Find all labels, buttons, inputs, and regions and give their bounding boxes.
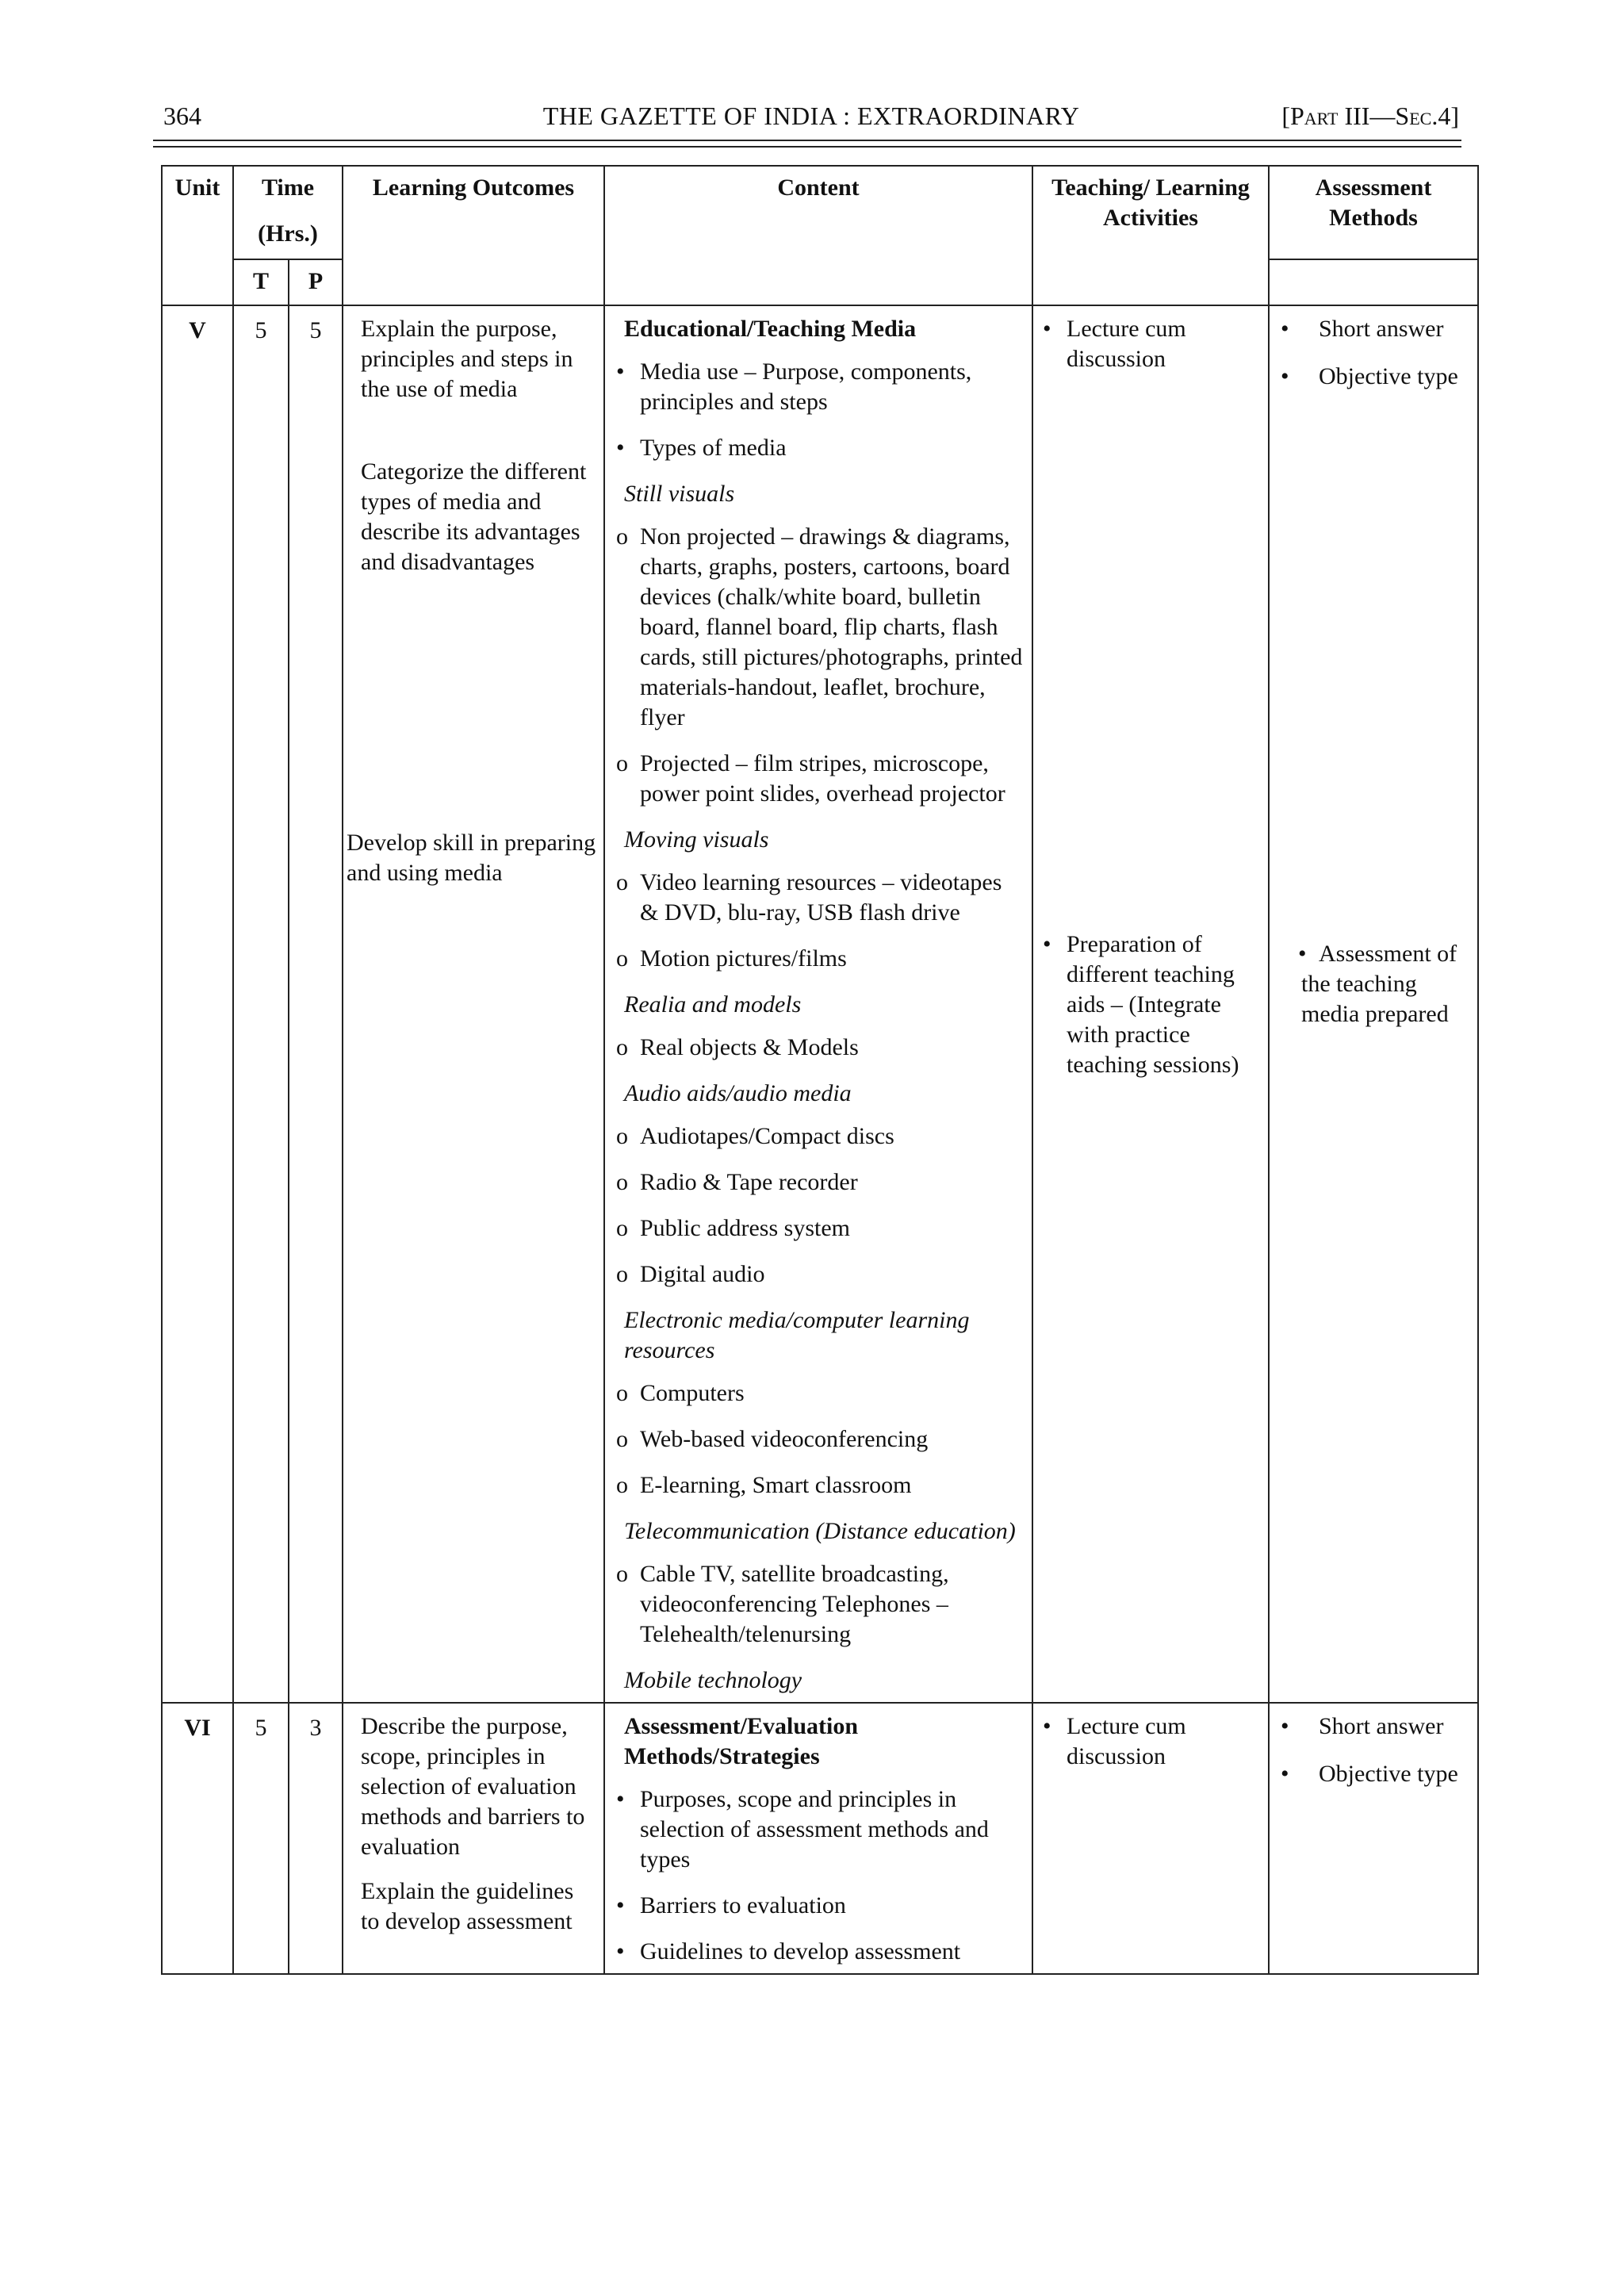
outcome-item: Categorize the different types of media and describe its advantages and disadvantages [361, 458, 587, 575]
learning-outcomes-cell [343, 305, 604, 1703]
content-subitem: o Cable TV, satellite broadcasting, videoconferencing Telephones – Telehealth/telenursing [613, 1559, 1024, 1650]
theory-hours: 5 [233, 305, 289, 1703]
page-header [163, 97, 1459, 136]
content-heading: Educational/Teaching Media [624, 316, 917, 342]
syllabus-table [161, 165, 1479, 1975]
unit-number: VI [162, 1703, 233, 1974]
outcome-item: Explain the guidelines to develop assessment [361, 1878, 574, 1934]
content-subheading: Still visuals [624, 481, 735, 507]
content-cell [604, 1703, 1032, 1974]
content-subheading: Electronic media/computer learning resources [624, 1307, 970, 1363]
content-subitem: o Digital audio [613, 1259, 1024, 1290]
unit-number: V [162, 305, 233, 1703]
assessment-item: • Objective type [1274, 1759, 1473, 1789]
col-content: Content [604, 166, 1032, 305]
content-subitem: o Video learning resources – videotapes & DVD, blu-ray, USB flash drive [613, 868, 1024, 928]
assessment-item: • Objective type [1274, 362, 1473, 392]
part-section: [Part III—Sec.4] [1281, 102, 1459, 130]
outcome-item: Develop skill in preparing and using media [347, 830, 596, 886]
page-number: 364 [163, 102, 201, 130]
content-subitem: o Audiotapes/Compact discs [613, 1121, 1024, 1152]
assessment-item: • Assessment of the teaching media prepared [1274, 939, 1473, 1029]
activity-item: • Preparation of different teaching aids – (Integrate with practice teaching sessions) [1040, 930, 1262, 1080]
content-subitem: o Computers [613, 1378, 1024, 1409]
content-subitem: o Projected – film stripes, microscope, power point slides, overhead projector [613, 749, 1024, 809]
content-subitem: o E-learning, Smart classroom [613, 1470, 1024, 1501]
outcome-item: Describe the purpose, scope, principles in selection of evaluation methods and barriers to evaluation [361, 1713, 585, 1860]
practical-hours: 5 [289, 305, 343, 1703]
col-t: T [233, 259, 289, 305]
col-p: P [289, 259, 343, 305]
col-time [233, 166, 343, 259]
content-subheading: Realia and models [624, 991, 802, 1018]
col-time-hrs: (Hrs.) [258, 220, 318, 247]
content-bullet: • Purposes, scope and principles in selection of assessment methods and types [613, 1784, 1024, 1875]
header-row [162, 166, 1478, 259]
content-cell [604, 305, 1032, 1703]
col-activities: Teaching/ Learning Activities [1032, 166, 1269, 305]
activity-item: • Lecture cum discussion [1040, 1711, 1262, 1772]
activities-cell [1032, 1703, 1269, 1974]
table-row-unit-v [162, 305, 1478, 1703]
assessment-item: • Short answer [1274, 1711, 1473, 1742]
content-bullet: • Types of media [613, 433, 1024, 463]
col-assessment: Assessment Methods [1269, 166, 1478, 259]
content-subheading: Audio aids/audio media [624, 1080, 852, 1106]
theory-hours: 5 [233, 1703, 289, 1974]
col-learning-outcomes: Learning Outcomes [343, 166, 604, 305]
col-assessment-blank [1269, 259, 1478, 305]
content-subitem: o Public address system [613, 1213, 1024, 1244]
content-subitem: o Motion pictures/films [613, 944, 1024, 974]
col-time-label: Time [261, 174, 315, 201]
learning-outcomes-cell [343, 1703, 604, 1974]
header-rule-top [153, 140, 1461, 141]
content-heading: Assessment/Evaluation Methods/Strategies [624, 1713, 859, 1769]
content-bullet: • Barriers to evaluation [613, 1891, 1024, 1921]
assessment-item: • Short answer [1274, 314, 1473, 344]
activity-item: • Lecture cum discussion [1040, 314, 1262, 374]
assessment-cell [1269, 1703, 1478, 1974]
content-subheading: Telecommunication (Distance education) [624, 1518, 1016, 1544]
assessment-cell [1269, 305, 1478, 1703]
content-subheading: Mobile technology [624, 1667, 802, 1693]
content-subitem: o Real objects & Models [613, 1033, 1024, 1063]
activities-cell [1032, 305, 1269, 1703]
col-unit: Unit [162, 166, 233, 305]
outcome-item: Explain the purpose, principles and steps in the use of media [361, 316, 573, 402]
content-bullet: • Media use – Purpose, components, principles and steps [613, 357, 1024, 417]
header-rule-bottom [153, 146, 1461, 148]
practical-hours: 3 [289, 1703, 343, 1974]
content-subitem: o Radio & Tape recorder [613, 1167, 1024, 1198]
gazette-title: THE GAZETTE OF INDIA : EXTRAORDINARY [542, 102, 1080, 130]
content-bullet: • Guidelines to develop assessment [613, 1937, 1024, 1967]
content-subheading: Moving visuals [624, 826, 769, 853]
content-subitem: o Non projected – drawings & diagrams, charts, graphs, posters, cartoons, board devices (chalk/white board, bulletin board, flannel board, flip charts, flash cards, still pictures/photographs, printed materials-handout, leaflet, brochure, flyer [613, 522, 1024, 733]
table-row-unit-vi [162, 1703, 1478, 1974]
content-subitem: o Web-based videoconferencing [613, 1424, 1024, 1455]
